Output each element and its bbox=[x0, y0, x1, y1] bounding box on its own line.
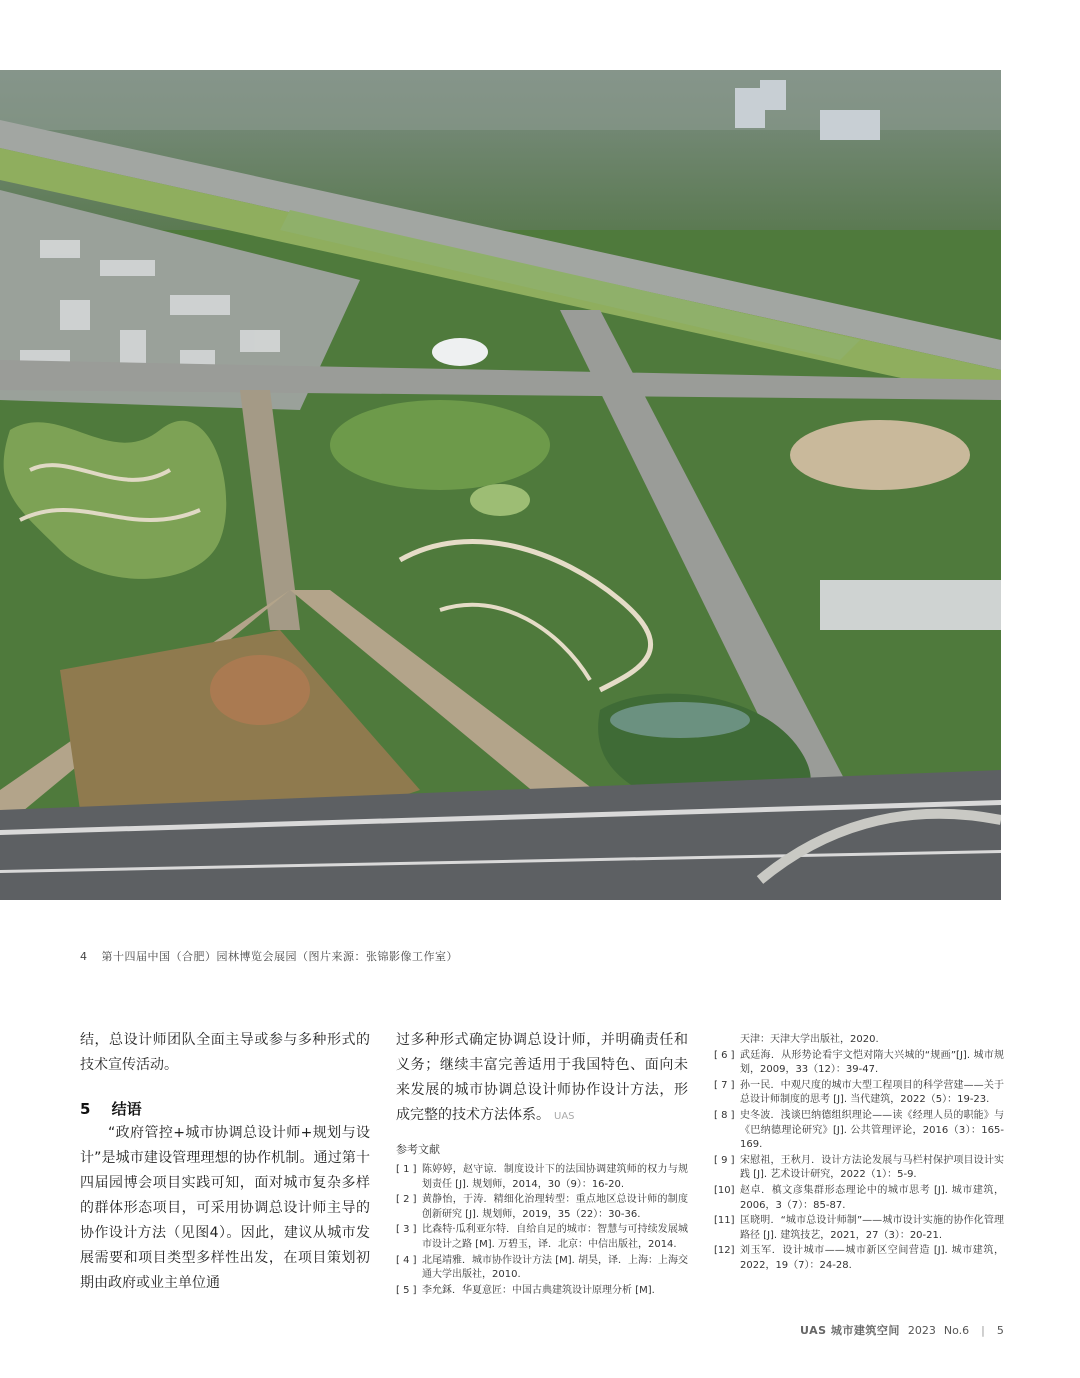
section-heading bbox=[80, 1098, 370, 1119]
reference-text: 孙一民．中观尺度的城市大型工程项目的科学营建——关于总设计师制度的思考 [J]. 当代建筑，2022（5）：19-23. bbox=[740, 1079, 1004, 1106]
reference-text: 李允鉌．华夏意匠：中国古典建筑设计原理分析 [M]. bbox=[422, 1284, 655, 1296]
reference-text: 史冬波．浅谈巴纳德组织理论——读《经理人员的职能》与《巴纳德理论研究》[J]. 公共管理评论，2016（3）：165-169. bbox=[740, 1109, 1004, 1151]
reference-text: 匡晓明．“城市总设计师制”——城市设计实施的协作化管理路径 [J]. 建筑技艺，2021，27（3）：20-21. bbox=[740, 1215, 1004, 1241]
reference-number: [ 4 ] bbox=[396, 1254, 417, 1266]
reference-list-part-2 bbox=[714, 1033, 1004, 1274]
reference-item-continued bbox=[714, 1033, 1004, 1048]
reference-number: [ 1 ] bbox=[396, 1164, 417, 1175]
reference-number: [11] bbox=[714, 1215, 735, 1227]
text-column-2 bbox=[396, 1028, 688, 1299]
reference-item bbox=[396, 1163, 688, 1192]
reference-text: 宋慰祖，王秋月．设计方法论发展与马栏村保护项目设计实践 [J]. 艺术设计研究，2022（1）：5-9. bbox=[740, 1154, 1004, 1181]
reference-text: 陈婷婷，赵守谅．制度设计下的法国协调建筑师的权力与规划责任 [J]. 规划师，2014，30（9）：16-20. bbox=[422, 1164, 688, 1190]
footer-year: 2023 bbox=[907, 1323, 936, 1337]
reference-text: 北尾靖雅．城市协作设计方法 [M]. 胡昊，译．上海：上海交通大学出版社，2010. bbox=[422, 1254, 688, 1281]
reference-item bbox=[714, 1184, 1004, 1213]
reference-item bbox=[396, 1193, 688, 1222]
reference-number: [ 2 ] bbox=[396, 1194, 417, 1206]
reference-number: [12] bbox=[714, 1245, 735, 1257]
end-mark: UAS bbox=[554, 1111, 575, 1122]
reference-item bbox=[714, 1109, 1004, 1153]
reference-text: 武廷海．从形势论看宇文恺对隋大兴城的“规画”[J]. 城市规划，2009，33（12）：39-47. bbox=[740, 1049, 1004, 1076]
footer-separator: | bbox=[981, 1323, 985, 1337]
reference-text: 天津：天津大学出版社，2020. bbox=[740, 1034, 879, 1045]
reference-text: 赵卓．槙文彦集群形态理论中的城市思考 [J]. 城市建筑，2006，3（7）：85-87. bbox=[740, 1184, 1004, 1211]
reference-text: 黄静怡，于涛．精细化治理转型：重点地区总设计师的制度创新研究 [J]. 规划师，2019，35（22）：30-36. bbox=[422, 1194, 688, 1220]
section-number: 5 bbox=[80, 1100, 91, 1118]
reference-list-part-1 bbox=[396, 1163, 688, 1298]
figure-caption bbox=[80, 948, 458, 964]
reference-text: 刘玉军．设计城市——城市新区空间营造 [J]. 城市建筑，2022，19（7）：24-28. bbox=[740, 1245, 1004, 1271]
reference-number: [ 9 ] bbox=[714, 1154, 735, 1166]
reference-text: 比森特·瓜利亚尔特．自给自足的城市：智慧与可持续发展城市设计之路 [M]. 万碧玉，译．北京：中信出版社，2014. bbox=[422, 1224, 688, 1250]
reference-number: [ 7 ] bbox=[714, 1079, 735, 1091]
reference-item bbox=[396, 1284, 688, 1299]
reference-item bbox=[714, 1244, 1004, 1273]
aerial-photo-graphic bbox=[0, 70, 1001, 900]
footer-issue: No.6 bbox=[943, 1323, 970, 1337]
reference-item bbox=[714, 1154, 1004, 1183]
section-title: 结语 bbox=[111, 1100, 142, 1118]
paragraph-end bbox=[396, 1028, 688, 1129]
text-column-3 bbox=[714, 1033, 1004, 1275]
references-heading: 参考文献 bbox=[396, 1143, 440, 1156]
reference-number: [ 5 ] bbox=[396, 1284, 417, 1296]
reference-item bbox=[396, 1254, 688, 1283]
text-column-1 bbox=[80, 1028, 370, 1296]
paragraph-continued: 结，总设计师团队全面主导或参与多种形式的技术宣传活动。 bbox=[80, 1032, 370, 1073]
reference-number: [ 3 ] bbox=[396, 1224, 417, 1236]
paragraph-conclusion: “政府管控+城市协调总设计师+规划与设计”是城市建设管理理想的协作机制。通过第十四届园博会项目实践可知，面对城市复杂多样的群体形态项目，可采用协调总设计师主导的协作设计方法（见图4）。因此，建议从城市发展需要和项目类型多样性出发，在项目策划初期由政府或业主单位通 bbox=[80, 1125, 370, 1291]
figure-caption-text: 第十四届中国（合肥）园林博览会展园（图片来源：张锦影像工作室） bbox=[101, 950, 458, 963]
reference-item bbox=[714, 1214, 1004, 1243]
reference-number: [ 6 ] bbox=[714, 1049, 735, 1061]
reference-number: [ 8 ] bbox=[714, 1109, 735, 1121]
figure-number: 4 bbox=[80, 950, 88, 963]
reference-item bbox=[714, 1049, 1004, 1078]
paragraph-end-text: 过多种形式确定协调总设计师，并明确责任和义务；继续丰富完善适用于我国特色、面向未来发展的城市协调总设计师协作设计方法，形成完整的技术方法体系。 bbox=[396, 1032, 688, 1123]
page-number: 5 bbox=[996, 1323, 1004, 1337]
reference-item bbox=[714, 1079, 1004, 1108]
page-footer bbox=[800, 1322, 1004, 1338]
reference-item bbox=[396, 1223, 688, 1252]
reference-number: [10] bbox=[714, 1184, 735, 1196]
aerial-photo bbox=[0, 70, 1001, 900]
journal-brand: UAS 城市建筑空间 bbox=[800, 1324, 900, 1337]
